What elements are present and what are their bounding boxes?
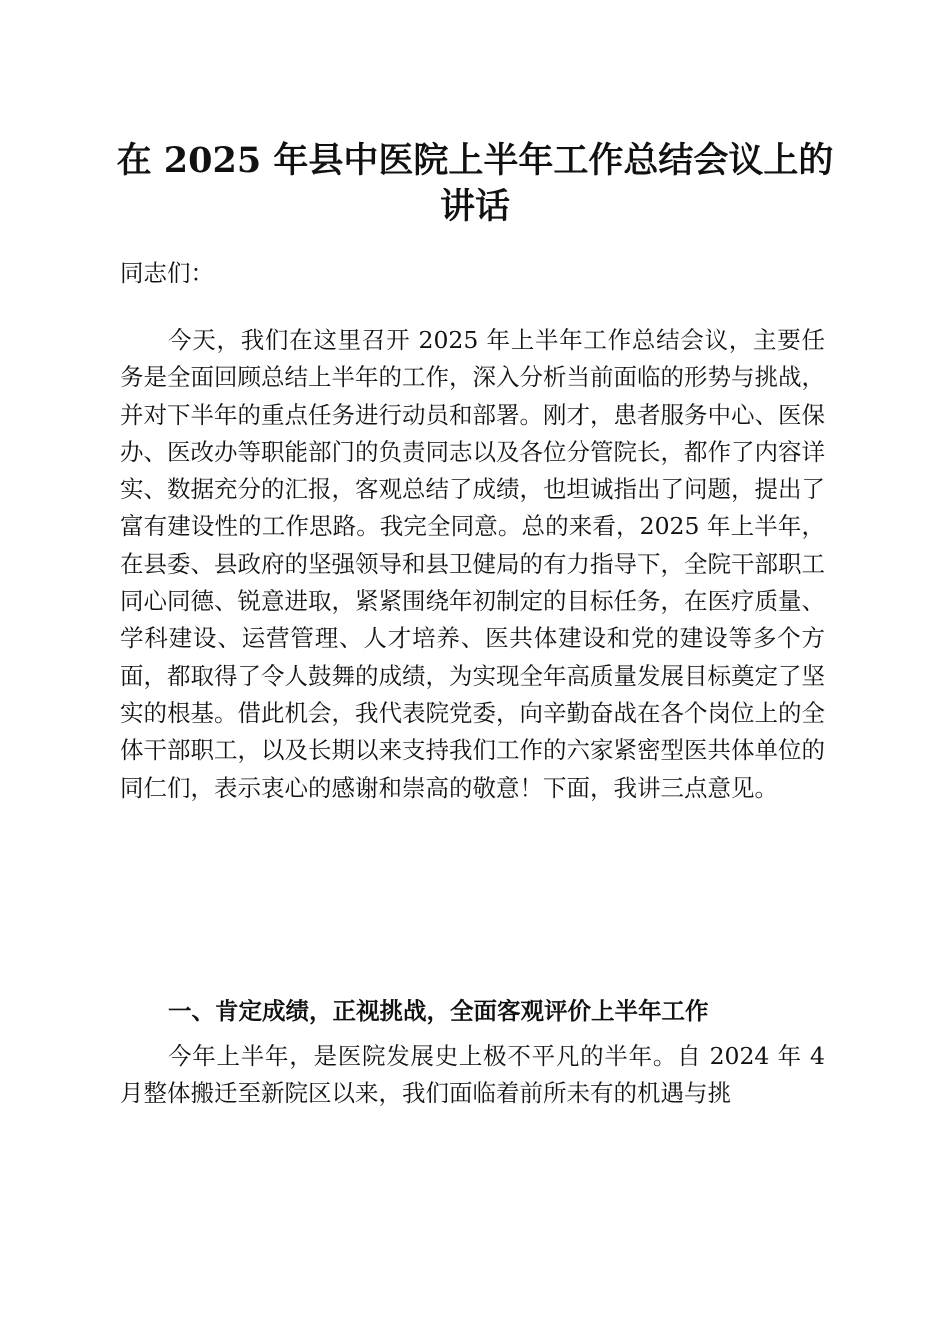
document-title-line-2: 讲话 xyxy=(439,186,510,227)
paragraph-section-1: 今年上半年，是医院发展史上极不平凡的半年。自 2024 年 4 月整体搬迁至新院区以来，我们面临着前所未有的机遇与挑 xyxy=(120,1042,825,1108)
salutation: 同志们： xyxy=(120,259,214,287)
document-title-line-1: 在 2025 年县中医院上半年工作总结会议上的 xyxy=(116,140,834,181)
section-heading-1: 一、肯定成绩，正视挑战，全面客观评价上半年工作 xyxy=(168,997,709,1025)
paragraph-intro: 今天，我们在这里召开 2025 年上半年工作总结会议，主要任务是全面回顾总结上半年的工作，深入分析当前面临的形势与挑战，并对下半年的重点任务进行动员和部署。刚才，患者服务中心、医保办、医改办等职能部门的负责同志以及各位分管院长，都作了内容详实、数据充分的汇报，客观总结了成绩，也坦诚指出了问题，提出了富有建设性的工作思路。我完全同意。总的来看，2025 年上半年，在县委、县政府的坚强领导和县卫健局的有力指导下，全院干部职工同心同德、锐意进取，紧紧围绕年初制定的目标任务，在医疗质量、学科建设、运营管理、人才培养、医共体建设和党的建设等多个方面，都取得了令人鼓舞的成绩，为实现全年高质量发展目标奠定了坚实的根基。借此机会，我代表院党委，向辛勤奋战在各个岗位上的全体干部职工，以及长期以来支持我们工作的六家紧密型医共体单位的同仁们，表示衷心的感谢和崇高的敬意！下面，我讲三点意见。 xyxy=(120,326,825,802)
